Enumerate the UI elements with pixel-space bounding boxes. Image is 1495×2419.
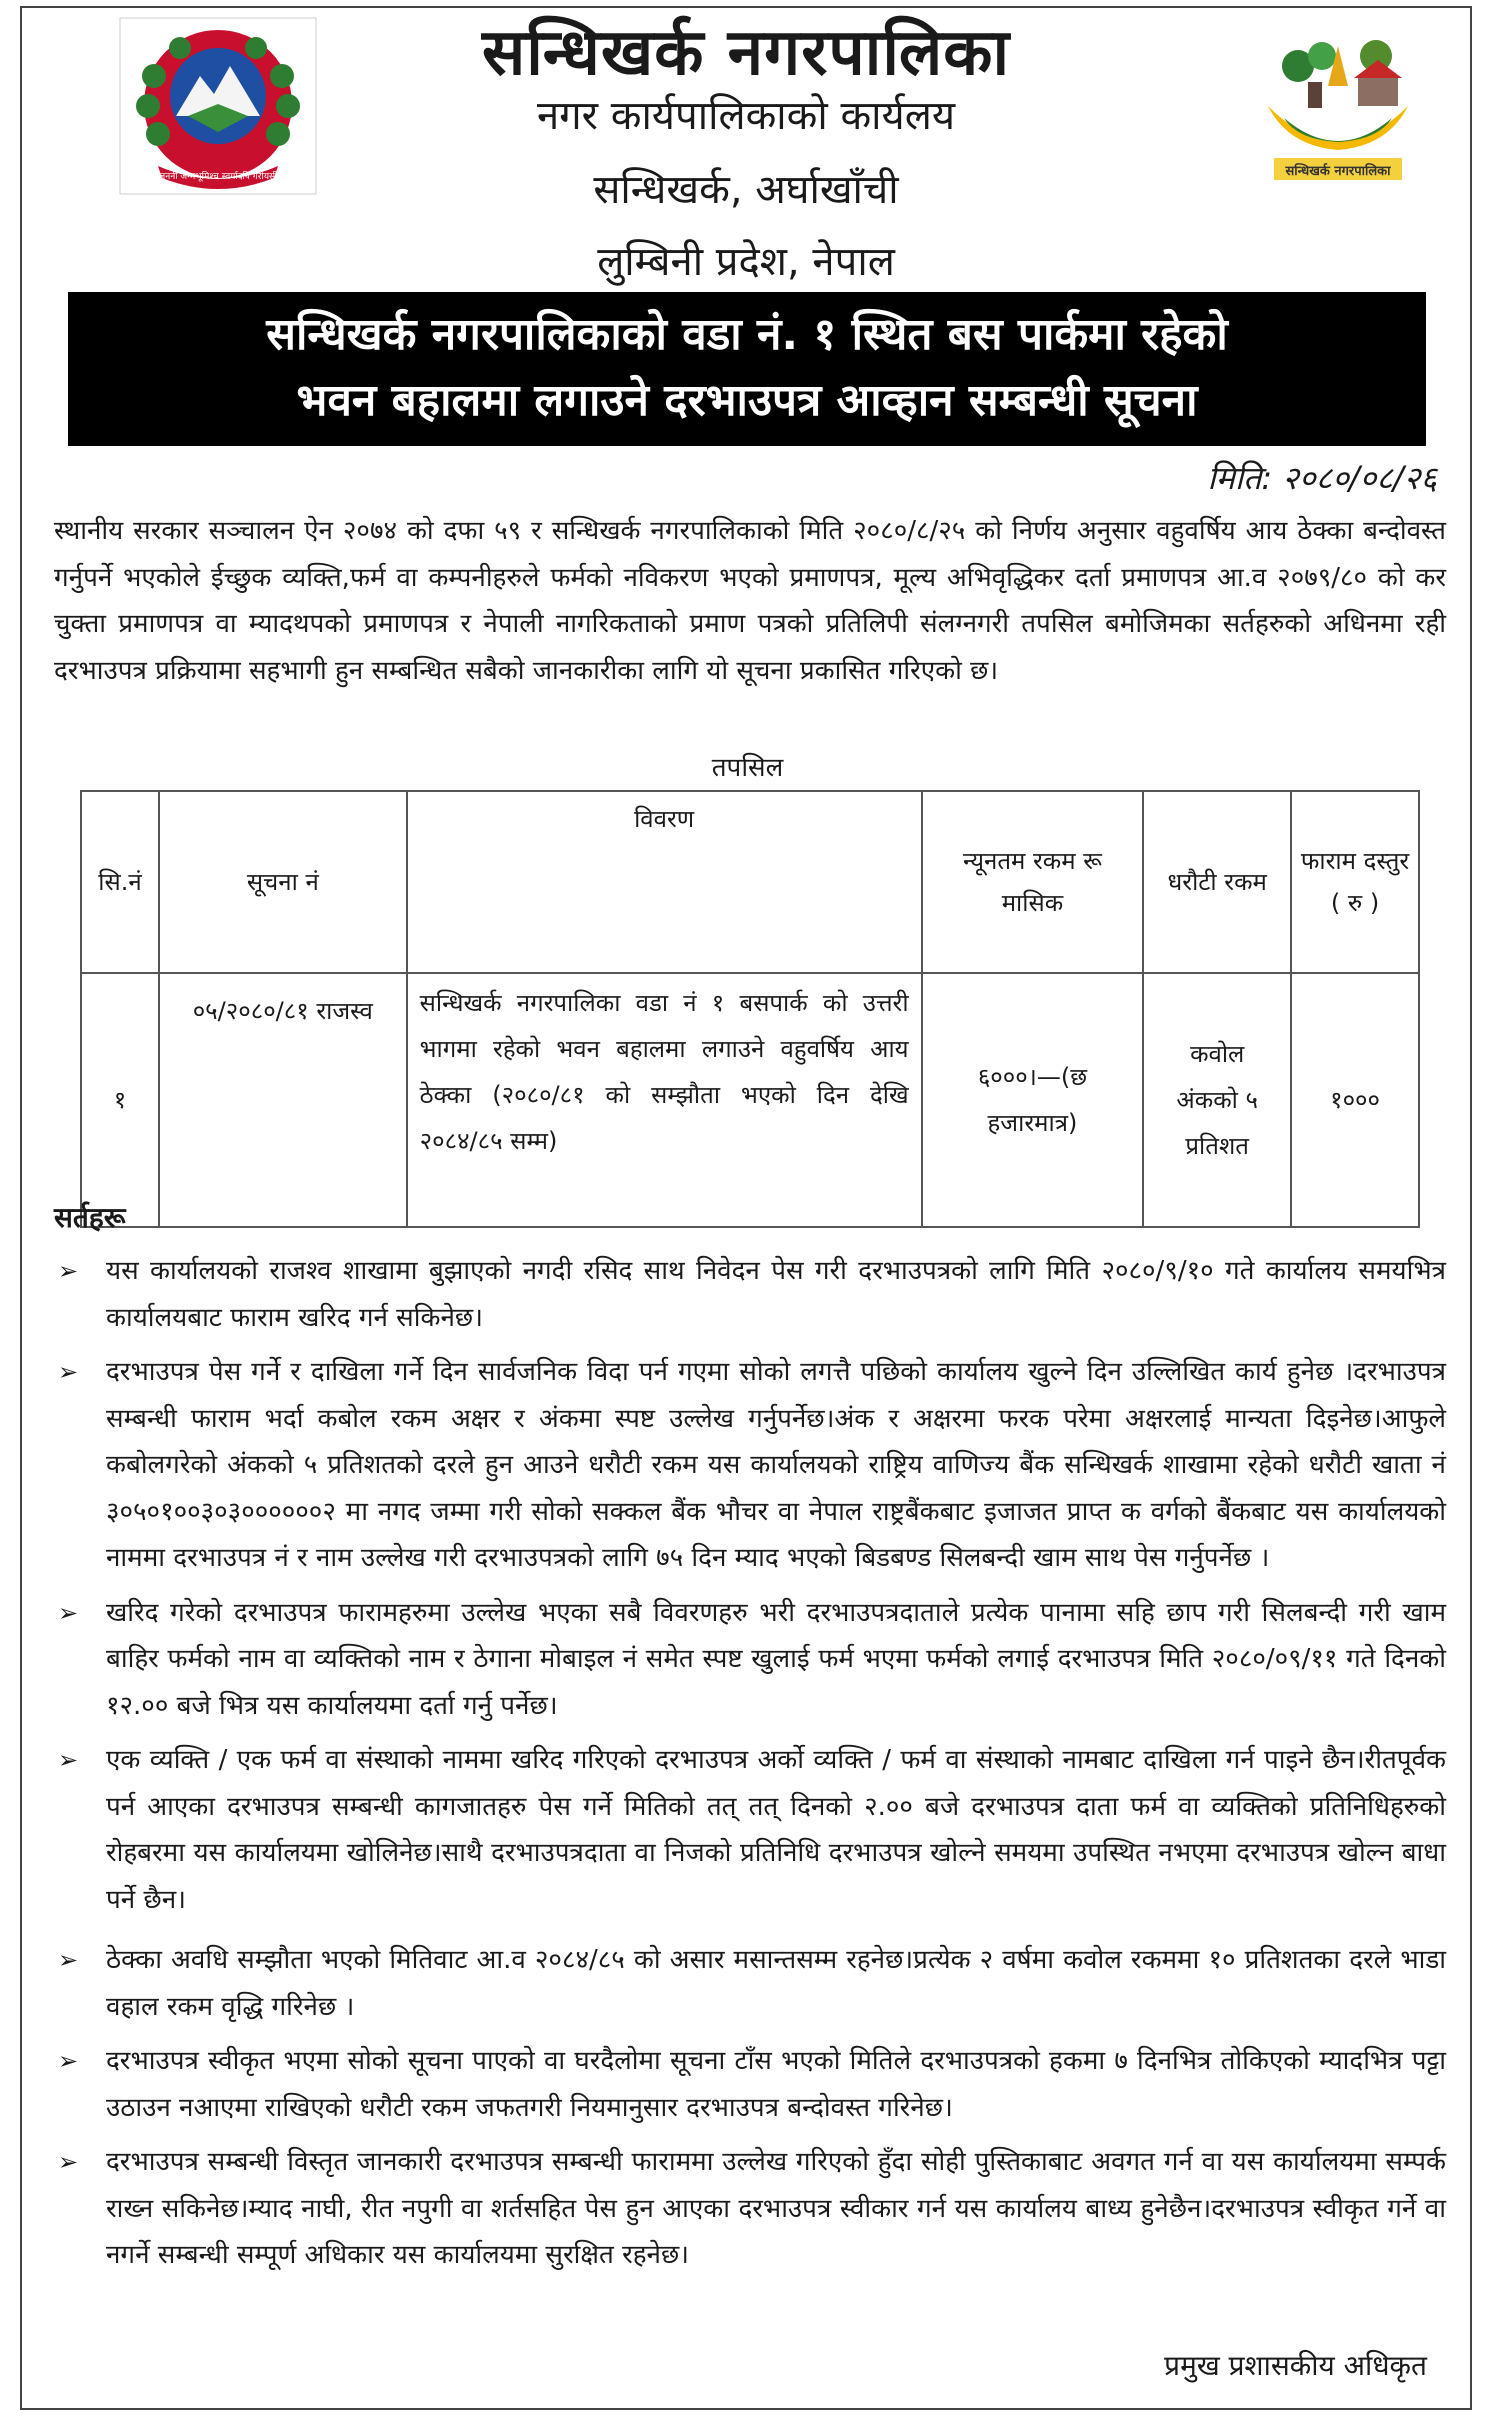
cell-serial: १ [81,973,159,1227]
conditions-title: सर्तहरू [54,1201,126,1234]
header-min-amount: न्यूनतम रकम रू मासिक [922,791,1144,973]
arrow-bullet-icon: ➢ [58,1746,79,1774]
arrow-bullet-icon: ➢ [58,1946,79,1974]
cell-form-fee: १००० [1291,973,1419,1227]
table-header-row [81,791,1419,973]
notice-title-box [68,292,1426,446]
list-item: ➢ दरभाउपत्र स्वीकृत भएमा सोको सूचना पाएको वा घरदैलोमा सूचना टाँस भएको मितिले दरभाउपत्रको हकमा ७ दिनभित्र तोकिएको म्यादभित्र पट्टा उठाउन नआएमा राखिएको धरौटी रकम जफतगरी नियमानुसार दरभाउपत्र बन्दोवस्त गरिनेछ। [54,2038,1446,2131]
header-form-fee: फाराम दस्तुर ( रु ) [1291,791,1419,973]
list-item: ➢ एक व्यक्ति / एक फर्म वा संस्थाको नाममा खरिद गरिएको दरभाउपत्र अर्को व्यक्ति / फर्म वा संस्थाको नामबाट दाखिला गर्न पाइने छैन।रीतपूर्वक पर्न आएका दरभाउपत्र सम्बन्धी कागजातहरु पेस गर्ने मितिको तत् तत् दिनको २.०० बजे दरभाउपत्र दाता फर्म वा व्यक्तिको प्रतिनिधिहरुको रोहबरमा यस कार्यालयमा खोलिनेछ।साथै दरभाउपत्रदाता वा निजको प्रतिनिधि दरभाउपत्र खोल्ने समयमा उपस्थित नभएमा दरभाउपत्र खोल्न बाधा पर्ने छैन। [54,1737,1446,1923]
table-row [81,973,1419,1227]
arrow-bullet-icon: ➢ [58,2047,79,2075]
org-name: सन्धिखर्क नगरपालिका [481,16,1011,90]
arrow-bullet-icon: ➢ [58,1358,79,1386]
header-deposit: धरौटी रकम [1143,791,1291,973]
schedule-table [80,790,1420,1228]
letterhead [20,6,1472,296]
cell-notice-no: ०५/२०८०/८१ राजस्व [159,973,407,1227]
cell-deposit: कवोल अंकको ५ प्रतिशत [1143,973,1291,1227]
arrow-bullet-icon: ➢ [58,2148,79,2176]
office-location: सन्धिखर्क, अर्घाखाँची [593,167,899,213]
cell-description: सन्धिखर्क नगरपालिका वडा नं १ बसपार्क को उत्तरी भागमा रहेको भवन बहालमा लगाउने वहुवर्षिय आय ठेक्का (२०८०/८१ को सम्झौता भएको दिन देखि २०८४/८५ सम्म) [407,973,922,1227]
municipality-logo-icon [1238,26,1438,206]
list-item: ➢ दरभाउपत्र सम्बन्धी विस्तृत जानकारी दरभाउपत्र सम्बन्धी फाराममा उल्लेख गरिएको हुँदा सोही पुस्तिकाबाट अवगत गर्न वा यस कार्यालयमा सम्पर्क राख्न सकिनेछ।म्याद नाघी, रीत नपुगी वा शर्तसहित पेस हुन आएका दरभाउपत्र स्वीकार गर्न यस कार्यालय बाध्य हुनेछैन।दरभाउपत्र स्वीकृत गर्ने वा नगर्ने सम्बन्धी सम्पूर्ण अधिकार यस कार्यालयमा सुरक्षित रहनेछ। [54,2139,1446,2279]
arrow-bullet-icon: ➢ [58,1598,79,1627]
svg-text:जननी जन्मभूमिश्च स्वर्गादपि गर: जननी जन्मभूमिश्च स्वर्गादपि गरीयसी [158,172,278,182]
conditions-list [54,1248,1446,2279]
notice-title-line1: सन्धिखर्क नगरपालिकाको वडा नं. १ स्थित बस पार्कमा रहेको [266,309,1228,360]
signatory-title: प्रमुख प्रशासकीय अधिकृत [1164,2349,1427,2382]
list-item: ➢ यस कार्यालयको राजश्व शाखामा बुझाएको नगदी रसिद साथ निवेदन पेस गरी दरभाउपत्रको लागि मिति २०८०/९/१० गते कार्यालय समयभित्र कार्यालयबाट फाराम खरिद गर्न सकिनेछ। [54,1248,1446,1341]
province-country: लुम्बिनी प्रदेश, नेपाल [597,239,895,285]
list-item: ➢ खरिद गरेको दरभाउपत्र फारामहरुमा उल्लेख भएका सबै विवरणहरु भरी दरभाउपत्रदाताले प्रत्येक पानामा सहि छाप गरी सिलबन्दी गरी खाम बाहिर फर्मको नाम वा व्यक्तिको नाम र ठेगाना मोबाइल नं समेत स्पष्ट खुलाई फर्म भएमा फर्मको लगाई दरभाउपत्र मिति २०८०/०९/११ गते दिनको १२.०० बजे भित्र यस कार्यालयमा दर्ता गर्नु पर्नेछ। [54,1590,1446,1730]
cell-min-amount: ६०००।—(छ हजारमात्र) [922,973,1144,1227]
header-description: विवरण [407,791,922,973]
list-item: ➢ ठेक्का अवधि सम्झौता भएको मितिवाट आ.व २०८४/८५ को असार मसान्तसम्म रहनेछ।प्रत्येक २ वर्षमा कवोल रकममा १० प्रतिशतका दरले भाडा वहाल रकम वृद्धि गरिनेछ । [54,1937,1446,2030]
arrow-bullet-icon: ➢ [58,1257,79,1285]
logo-caption: सन्धिखर्क नगरपालिका [1285,164,1391,179]
list-item: ➢ दरभाउपत्र पेस गर्ने र दाखिला गर्ने दिन सार्वजनिक विदा पर्न गएमा सोको लगत्तै पछिको कार्यालय खुल्ने दिन उल्लिखित कार्य हुनेछ ।दरभाउपत्र सम्बन्धी फाराम भर्दा कबोल रकम अक्षर र अंकमा स्पष्ट उल्लेख गर्नुपर्नेछ।अंक र अक्षरमा फरक परेमा अक्षरलाई मान्यता दिइनेछ।आफुले कबोलगरेको अंकको ५ प्रतिशतको दरले हुन आउने धरौटी रकम यस कार्यालयको राष्ट्रिय वाणिज्य बैंक सन्धिखर्क शाखामा रहेको धरौटी खाता नं ३०५०१००३०३००००००२ मा नगद जम्मा गरी सोको सक्कल बैंक भौचर वा नेपाल राष्ट्रबैंकबाट इजाजत प्राप्त क वर्गको बैंकबाट यस कार्यालयको नाममा दरभाउपत्र नं र नाम उल्लेख गरी दरभाउपत्रको लागि ७५ दिन म्याद भएको बिडबण्ड सिलबन्दी खाम साथ पेस गर्नुपर्नेछ । [54,1349,1446,1582]
header-notice-no: सूचना नं [159,791,407,973]
notice-title-line2: भवन बहालमा लगाउने दरभाउपत्र आव्हान सम्बन्धी सूचना [296,375,1198,426]
notice-date: मिति: २०८०/०८/२६ [1207,459,1437,497]
schedule-title: तपसिल [711,753,784,783]
office-name: नगर कार्यपालिकाको कार्यलय [536,93,956,139]
intro-paragraph: स्थानीय सरकार सञ्चालन ऐन २०७४ को दफा ५९ र सन्धिखर्क नगरपालिकाको मिति २०८०/८/२५ को निर्णय अनुसार वहुवर्षिय आय ठेक्का बन्दोवस्त गर्नुपर्ने भएकोले ईच्छुक व्यक्ति,फर्म वा कम्पनीहरुले फर्मको नविकरण भएको प्रमाणपत्र, मूल्य अभिवृद्धिकर दर्ता प्रमाणपत्र आ.व २०७९/८० को कर चुक्ता प्रमाणपत्र वा म्यादथपको प्रमाणपत्र र नेपाली नागरिकताको प्रमाण पत्रको प्रतिलिपी संलग्नगरी तपसिल बमोजिमका सर्तहरुको अधिनमा रही दरभाउपत्र प्रक्रियामा सहभागी हुन सम्बन्धित सबैको जानकारीका लागि यो सूचना प्रकासित गरिएको छ। [54,516,1446,686]
header-serial: सि.नं [81,791,159,973]
